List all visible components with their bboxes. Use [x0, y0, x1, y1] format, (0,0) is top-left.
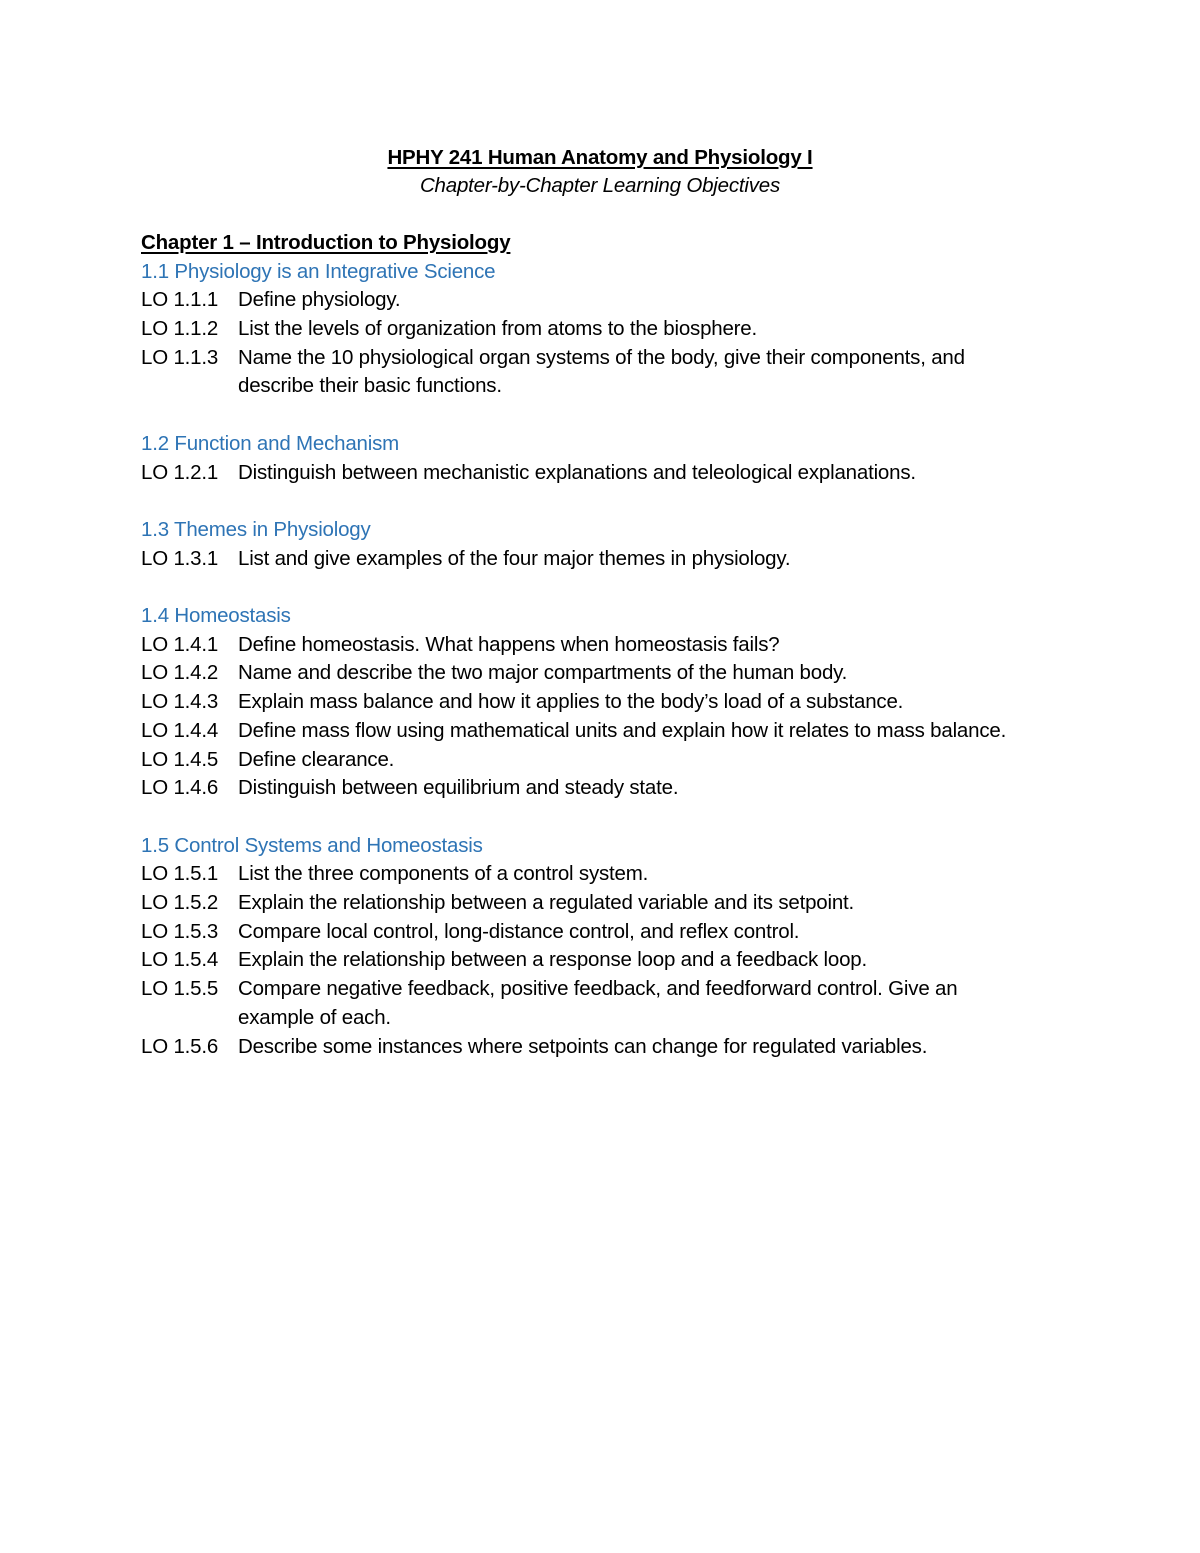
objective-code: LO 1.1.1: [141, 288, 219, 312]
learning-objective: [141, 659, 1041, 688]
objective-text: Define physiology.: [238, 288, 401, 312]
objective-code: LO 1.4.2: [141, 661, 219, 685]
learning-objective: [141, 545, 1041, 574]
objective-text: Define clearance.: [238, 747, 395, 771]
objective-text: Define mass flow using mathematical units and explain how it relates to mass balance.: [238, 718, 1007, 742]
objective-code: LO 1.5.4: [141, 948, 219, 972]
section-heading: 1.4 Homeostasis: [141, 604, 291, 628]
objective-code: LO 1.4.3: [141, 690, 219, 714]
objective-code: LO 1.3.1: [141, 546, 219, 570]
objective-text: Explain the relationship between a response loop and a feedback loop.: [238, 948, 867, 972]
objective-code: LO 1.5.6: [141, 1034, 219, 1058]
objective-text: Compare negative feedback, positive feedback, and feedforward control. Give an example of each.: [238, 977, 958, 1029]
objective-text: Distinguish between mechanistic explanations and teleological explanations.: [238, 460, 916, 484]
objective-code: LO 1.2.1: [141, 460, 219, 484]
objective-code: LO 1.1.3: [141, 345, 219, 369]
learning-objective: [141, 889, 1041, 918]
learning-objective: [141, 946, 1041, 975]
learning-objective: [141, 746, 1041, 775]
learning-objective: [141, 975, 1041, 1032]
objective-text: Explain the relationship between a regulated variable and its setpoint.: [238, 891, 855, 915]
section-1-2: [141, 430, 1041, 487]
section-1-1: [141, 258, 1041, 402]
document-subtitle: Chapter-by-Chapter Learning Objectives: [419, 174, 781, 197]
section-1-4: [141, 602, 1041, 803]
objective-text: Name and describe the two major compartments of the human body.: [238, 661, 848, 685]
objective-code: LO 1.4.5: [141, 747, 219, 771]
objective-text: Name the 10 physiological organ systems of the body, give their components, and describe their basic functions.: [238, 345, 965, 398]
objective-code: LO 1.4.1: [141, 632, 219, 656]
objective-text: Explain mass balance and how it applies to the body’s load of a substance.: [238, 690, 904, 714]
objective-text: List the three components of a control system.: [238, 862, 649, 886]
learning-objective: [141, 688, 1041, 717]
objective-code: LO 1.5.2: [141, 891, 219, 915]
objective-text: Define homeostasis. What happens when homeostasis fails?: [238, 632, 780, 656]
section-heading: 1.5 Control Systems and Homeostasis: [141, 833, 483, 857]
objective-code: LO 1.5.3: [141, 919, 219, 943]
learning-objective: [141, 315, 1041, 344]
objective-text: List the levels of organization from atoms to the biosphere.: [238, 317, 758, 341]
objective-text: Describe some instances where setpoints can change for regulated variables.: [238, 1034, 928, 1058]
objective-text: Distinguish between equilibrium and steady state.: [238, 776, 679, 800]
objective-text: List and give examples of the four major themes in physiology.: [238, 546, 791, 570]
learning-objective: [141, 286, 1041, 315]
learning-objective: [141, 459, 1041, 488]
section-1-3: [141, 516, 1041, 573]
objective-code: LO 1.4.4: [141, 718, 219, 742]
learning-objective: [141, 344, 1041, 401]
section-1-5: [141, 832, 1041, 1062]
section-heading: 1.1 Physiology is an Integrative Science: [141, 259, 496, 283]
objective-text: Compare local control, long-distance control, and reflex control.: [238, 919, 800, 943]
chapter-heading: Chapter 1 – Introduction to Physiology: [141, 231, 511, 254]
learning-objective: [141, 717, 1041, 746]
learning-objective: [141, 918, 1041, 947]
section-heading: 1.2 Function and Mechanism: [141, 431, 400, 455]
objective-code: LO 1.5.5: [141, 977, 219, 1001]
learning-objective: [141, 860, 1041, 889]
learning-objective: [141, 774, 1041, 803]
objective-code: LO 1.1.2: [141, 317, 219, 341]
document-title: HPHY 241 Human Anatomy and Physiology I: [387, 146, 813, 169]
document-body: [141, 229, 1041, 1061]
objective-code: LO 1.5.1: [141, 862, 219, 886]
section-heading: 1.3 Themes in Physiology: [141, 517, 371, 541]
learning-objective: [141, 631, 1041, 660]
learning-objective: [141, 1033, 1041, 1062]
objective-code: LO 1.4.6: [141, 776, 219, 800]
